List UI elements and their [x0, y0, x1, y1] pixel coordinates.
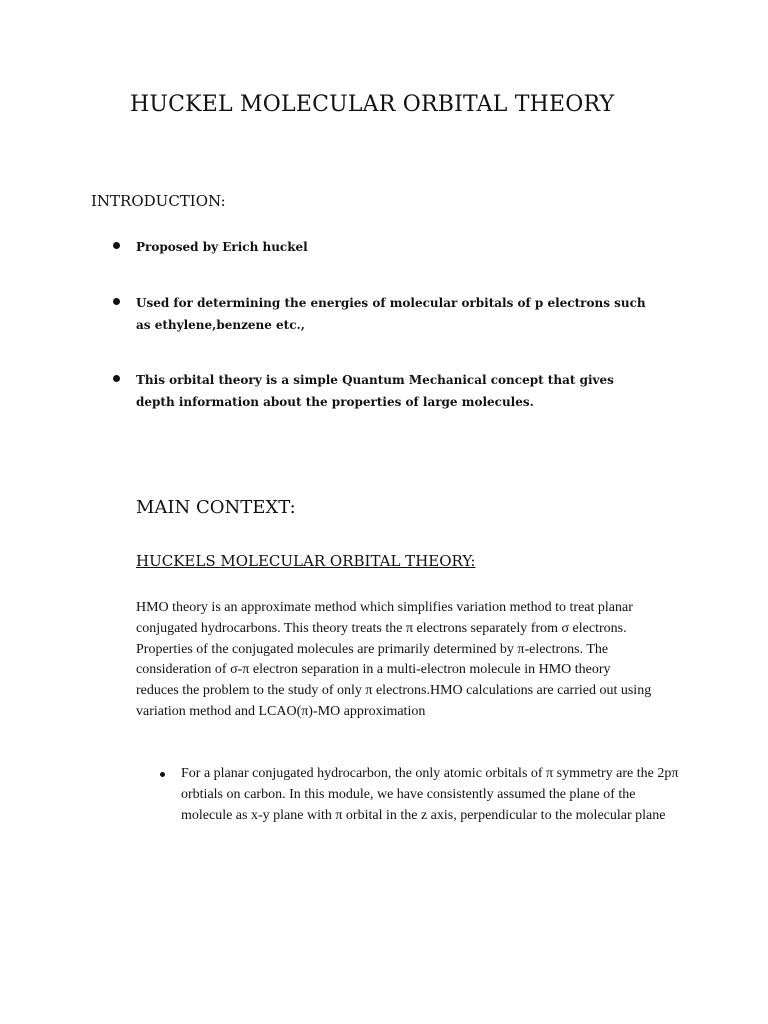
list-item-text: Proposed by Erich huckel: [136, 240, 308, 254]
main-context-heading: MAIN CONTEXT:: [136, 497, 296, 518]
introduction-heading: INTRODUCTION:: [91, 192, 226, 210]
list-item-text: This orbital theory is a simple Quantum Mechanical concept that gives depth information about the properties of large molecules.: [136, 373, 614, 409]
list-item-text: Used for determining the energies of molecular orbitals of p electrons such as ethylene,benzene etc.,: [136, 296, 646, 332]
body-paragraph: HMO theory is an approximate method which simplifies variation method to treat planar conjugated hydrocarbons. This theory treats the π electrons separately from σ electrons. Properties of the conjugated molecules are primarily determined by π-electrons. The consideration of σ-π electron separation in a multi-electron molecule in HMO theory reduces the problem to the study of only π electrons.HMO calculations are carried out using variation method and LCAO(π)-MO approximation: [136, 600, 652, 719]
bullet-icon: [113, 298, 120, 305]
list-item-text: For a planar conjugated hydrocarbon, the only atomic orbitals of π symmetry are the 2pπ orbtials on carbon. In this module, we have consistently assumed the plane of the molecule as x-y plane with π orbital in the z axis, perpendicular to the molecular plane: [181, 766, 679, 823]
document-title: HUCKEL MOLECULAR ORBITAL THEORY: [130, 92, 615, 117]
section-heading: HUCKELS MOLECULAR ORBITAL THEORY:: [136, 552, 476, 570]
bullet-icon: [113, 375, 120, 382]
bullet-icon: [113, 242, 120, 249]
bullet-icon: [160, 772, 165, 777]
